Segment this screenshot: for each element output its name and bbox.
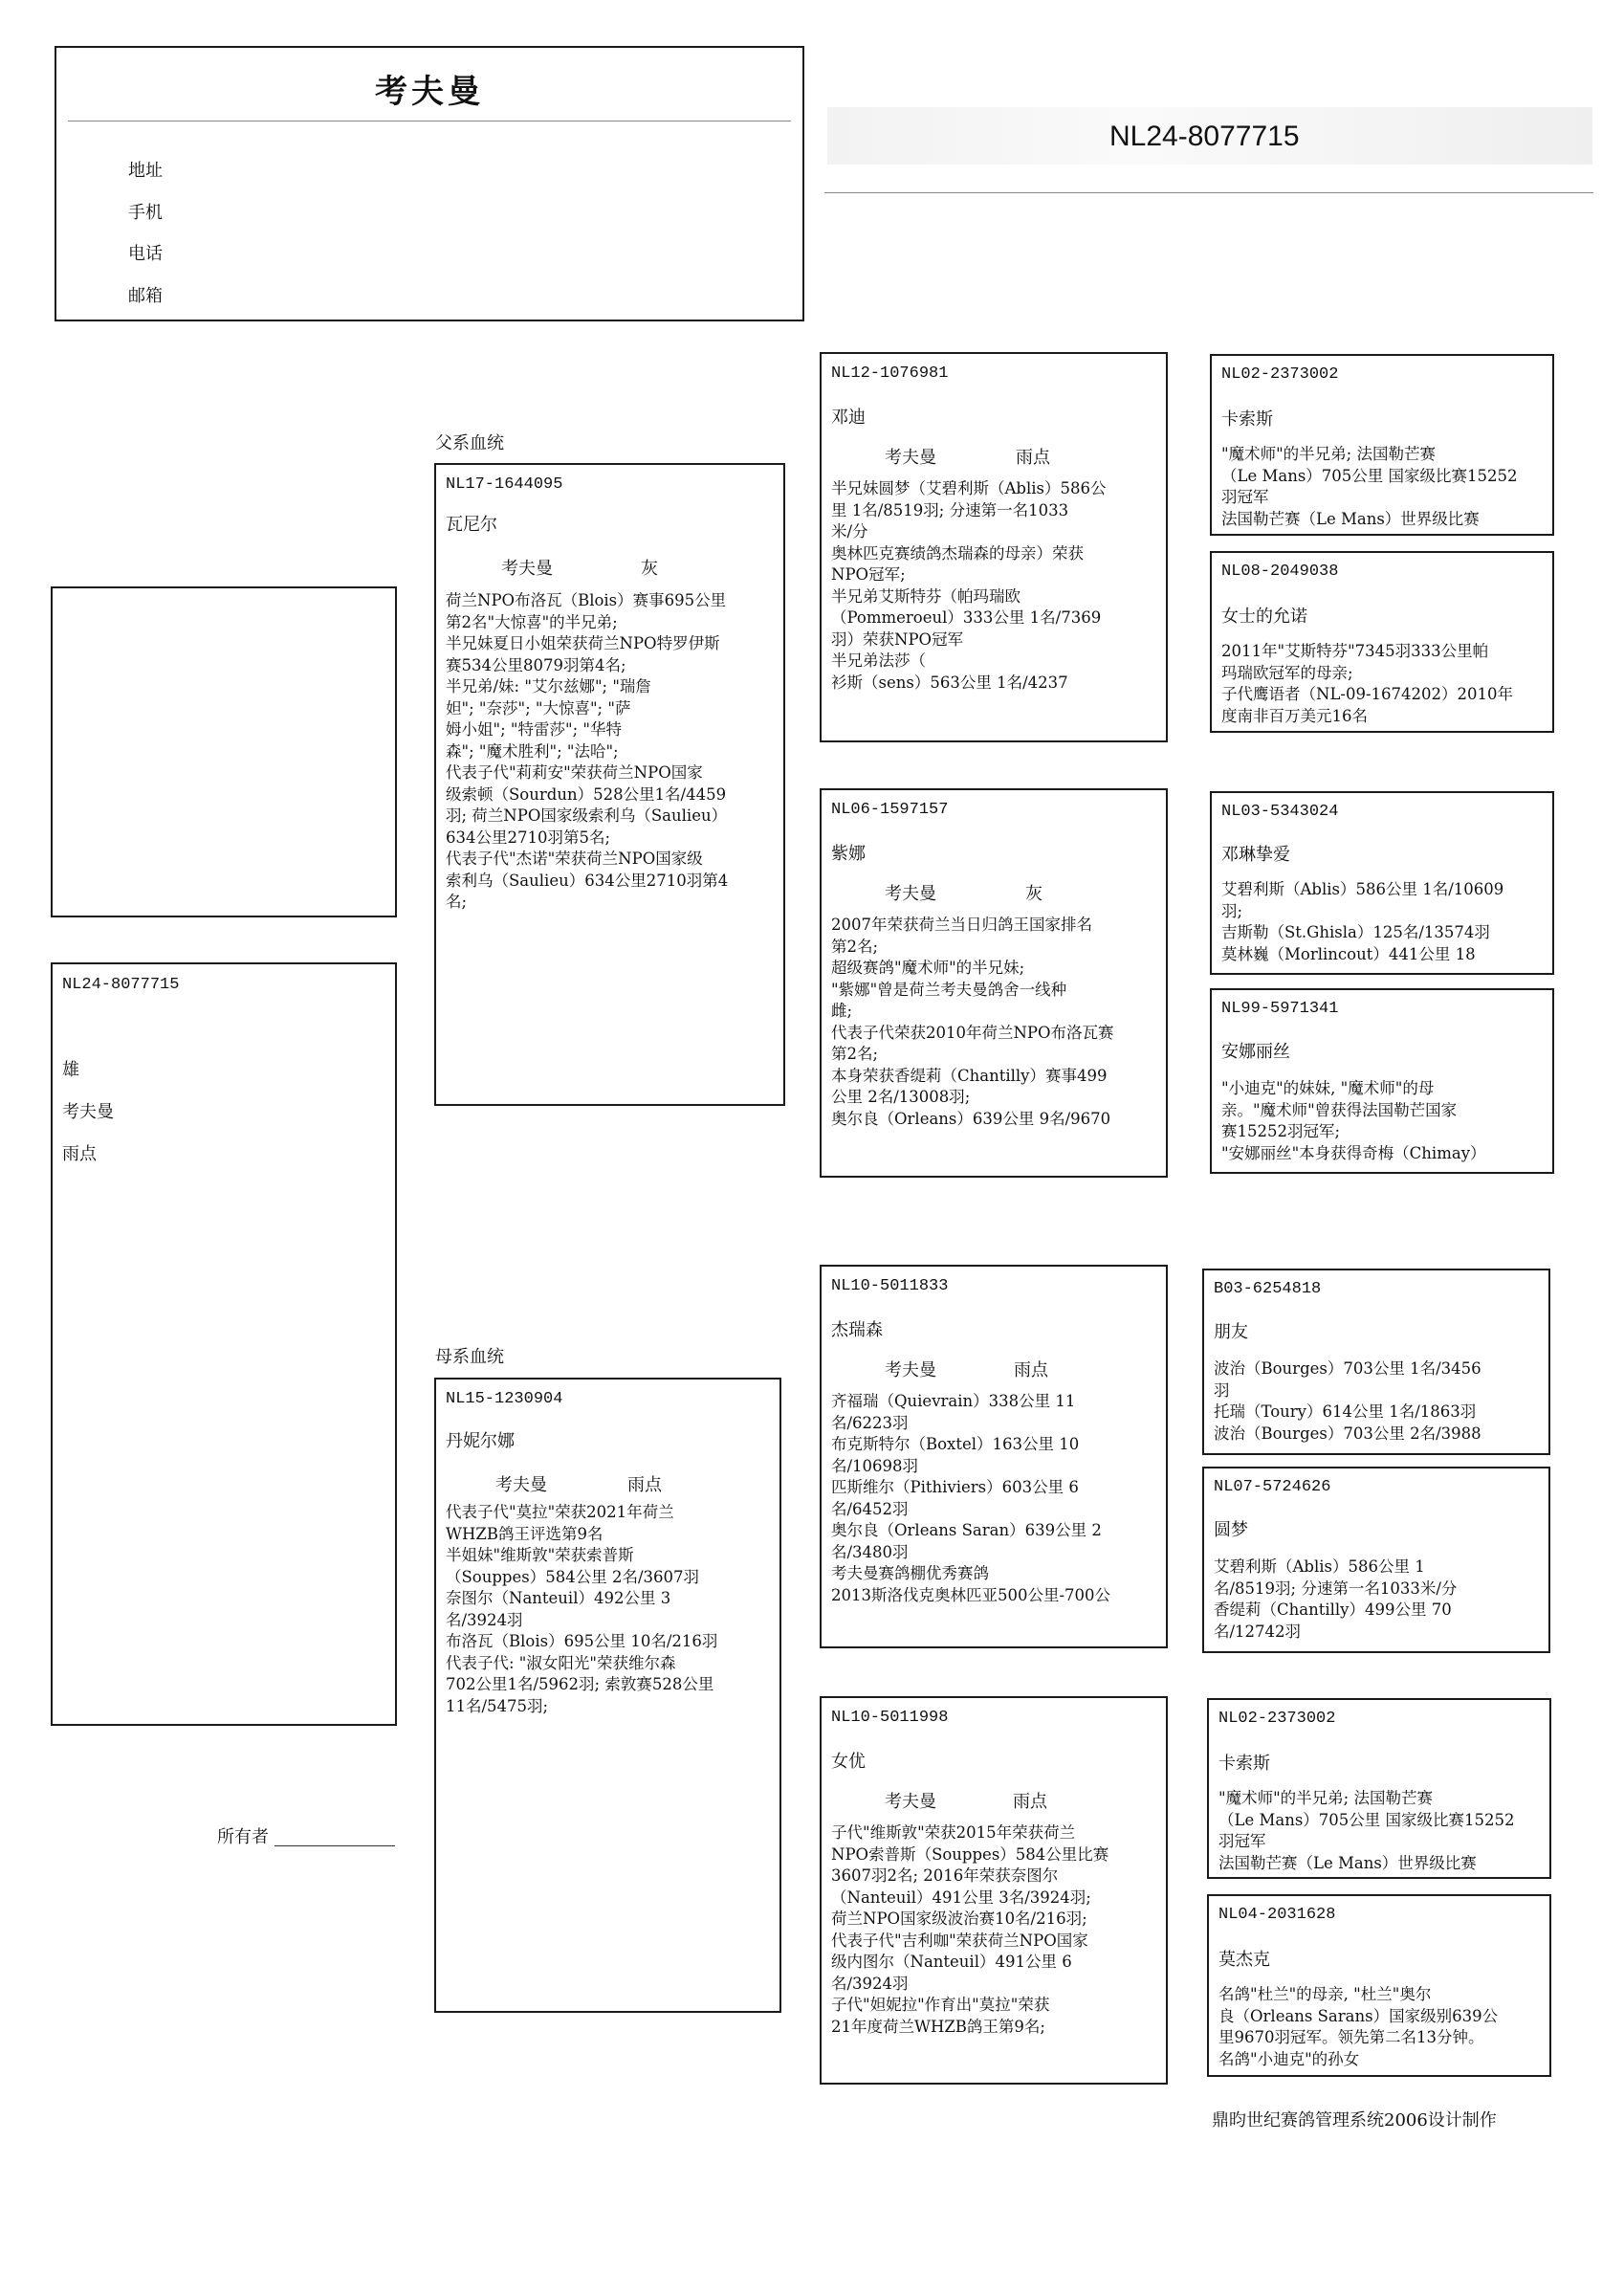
subject-ring: NL24-8077715 — [62, 976, 180, 994]
mobile-label: 手机 — [128, 203, 163, 223]
great-grandparent-description: 名鸽"杜兰"的母亲, "杜兰"奥尔 良（Orleans Sarans）国家级别639公 里9670羽冠军。领先第二名13分钟。 名鸽"小迪克"的孙女 — [1218, 1985, 1499, 2068]
great-grandparent-description: 2011年"艾斯特芬"7345羽333公里帕 玛瑞欧冠军的母亲; 子代鹰语者（NL-09-1674202）2010年 度南非百万美元16名 — [1221, 642, 1514, 725]
grandparent-ring: NL06-1597157 — [831, 801, 949, 819]
grandparent-box-2 — [820, 788, 1168, 1178]
grandparent-ring: NL10-5011833 — [831, 1277, 949, 1295]
great-grandparent-name: 朋友 — [1214, 1322, 1248, 1342]
grandparent-color: 灰 — [1025, 884, 1042, 904]
subject-color: 雨点 — [62, 1144, 97, 1164]
sire-section-label: 父系血统 — [435, 433, 504, 453]
great-grandparent-name: 邓琳挚爱 — [1221, 845, 1290, 865]
great-grandparent-name: 女士的允诺 — [1221, 607, 1307, 627]
sire-description: 荷兰NPO布洛瓦（Blois）赛事695公里 第2名"大惊喜"的半兄弟; 半兄妹夏日小姐荣获荷兰NPO特罗伊斯 赛534公里8079羽第4名; 半兄弟/妹: "艾尔兹娜"; "瑞詹 妲"; "奈莎"; "大惊喜"; "萨 姆小姐"; "特雷莎"; "华特 森"; "魔术胜利"; "法哈"; 代表子代"莉莉安"荣获荷兰NPO国家 级索顿（Sourdun）528公里1名/4459 羽; 荷兰NPO国家级索利乌（Saulieu） 634公里2710羽第5名; 代表子代"杰诺"荣获荷兰NPO国家级 索利乌（Saulieu）634公里2710羽第4 名; — [446, 591, 729, 911]
grandparent-name: 邓迪 — [831, 408, 866, 428]
grandparent-color: 雨点 — [1014, 1360, 1048, 1380]
address-label: 地址 — [128, 161, 163, 181]
ring-underline — [824, 192, 1593, 193]
great-grandparent-name: 卡索斯 — [1218, 1754, 1270, 1774]
great-grandparent-box-2 — [1210, 551, 1554, 733]
owner-label: 所有者 — [217, 1827, 269, 1847]
great-grandparent-name: 安娜丽丝 — [1221, 1042, 1290, 1062]
great-grandparent-ring: B03-6254818 — [1214, 1280, 1322, 1298]
subject-strain: 考夫曼 — [62, 1102, 114, 1122]
great-grandparent-name: 卡索斯 — [1221, 409, 1273, 430]
email-label: 邮箱 — [128, 286, 163, 306]
grandparent-strain: 考夫曼 — [885, 448, 936, 468]
grandparent-box-4 — [820, 1696, 1168, 2085]
grandparent-color: 雨点 — [1016, 448, 1050, 468]
sire-color: 灰 — [641, 559, 658, 579]
great-grandparent-description: "魔术师"的半兄弟; 法国勒芒赛 （Le Mans）705公里 国家级比赛15252 羽冠军 法国勒芒赛（Le Mans）世界级比赛 — [1218, 1789, 1515, 1872]
grandparent-description: 齐福瑞（Quievrain）338公里 11 名/6223羽 布克斯特尔（Boxtel）163公里 10 名/10698羽 匹斯维尔（Pithiviers）603公里 6 名/6452羽 奥尔良（Orleans Saran）639公里 2 名/3480羽 考夫曼赛鸽棚优秀赛鸽 2013斯洛伐克奥林匹亚500公里-700公 — [831, 1392, 1111, 1604]
grandparent-ring: NL10-5011998 — [831, 1709, 949, 1727]
great-grandparent-box-8 — [1207, 1894, 1551, 2077]
great-grandparent-box-6 — [1202, 1467, 1550, 1653]
dam-color: 雨点 — [627, 1475, 662, 1495]
phone-label: 电话 — [128, 244, 163, 264]
great-grandparent-ring: NL04-2031628 — [1218, 1906, 1336, 1924]
great-grandparent-ring: NL99-5971341 — [1221, 1000, 1339, 1018]
grandparent-description: 子代"维斯敦"荣获2015年荣获荷兰 NPO索普斯（Souppes）584公里比赛 3607羽2名; 2016年荣获奈图尔 （Nanteuil）491公里 3名/3924羽; 荷兰NPO国家级波治赛10名/216羽; 代表子代"吉利咖"荣获荷兰NPO国家 级内图尔（Nanteuil）491公里 6 名/3924羽 子代"妲妮拉"作育出"莫拉"荣获 21年度荷兰WHZB鸽王第9名; — [831, 1823, 1109, 2036]
great-grandparent-description: 艾碧利斯（Ablis）586公里 1名/10609 羽; 吉斯勒（St.Ghisla）125名/13574羽 莫林巍（Morlincout）441公里 18 — [1221, 880, 1504, 963]
grandparent-description: 2007年荣获荷兰当日归鸽王国家排名 第2名; 超级赛鸽"魔术师"的半兄妹; "紫娜"曾是荷兰考夫曼鸽舍一线种 雌; 代表子代荣获2010年荷兰NPO布洛瓦赛 第2名; 本身荣获香缇莉（Chantilly）赛事499 公里 2名/13008羽; 奥尔良（Orleans）639公里 9名/9670 — [831, 916, 1114, 1128]
grandparent-strain: 考夫曼 — [885, 1360, 936, 1380]
sire-strain: 考夫曼 — [501, 559, 553, 579]
great-grandparent-ring: NL08-2049038 — [1221, 563, 1339, 581]
grandparent-name: 紫娜 — [831, 844, 866, 864]
subject-sex: 雄 — [62, 1060, 79, 1080]
great-grandparent-name: 莫杰克 — [1218, 1950, 1270, 1970]
great-grandparent-name: 圆梦 — [1214, 1520, 1248, 1540]
dam-description: 代表子代"莫拉"荣获2021年荷兰 WHZB鸽王评选第9名 半姐妹"维斯敦"荣获索普斯 （Souppes）584公里 2名/3607羽 奈图尔（Nanteuil）492公里 3 名/3924羽 布洛瓦（Blois）695公里 10名/216羽 代表子代: "淑女阳光"荣获维尔森 702公里1名/5962羽; 索敦赛528公里 11名/5475羽; — [446, 1503, 718, 1715]
great-grandparent-description: "小迪克"的妹妹, "魔术师"的母 亲。"魔术师"曾获得法国勒芒国家 赛15252羽冠军; "安娜丽丝"本身获得奇梅（Chimay） — [1221, 1079, 1486, 1162]
great-grandparent-box-7 — [1207, 1698, 1551, 1879]
owner-line — [274, 1845, 395, 1846]
dam-box — [434, 1378, 781, 2013]
photo-frame — [51, 586, 397, 917]
grandparent-name: 女优 — [831, 1752, 866, 1772]
dam-ring: NL15-1230904 — [446, 1390, 563, 1408]
grandparent-strain: 考夫曼 — [885, 884, 936, 904]
footer-credit: 鼎昀世纪赛鸽管理系统2006设计制作 — [1212, 2110, 1497, 2130]
grandparent-ring: NL12-1076981 — [831, 364, 949, 383]
great-grandparent-box-3 — [1210, 791, 1554, 975]
grandparent-box-3 — [820, 1265, 1168, 1648]
great-grandparent-ring: NL02-2373002 — [1218, 1710, 1336, 1728]
dam-strain: 考夫曼 — [495, 1475, 547, 1495]
header-ring-number: NL24-8077715 — [1109, 121, 1300, 152]
sire-name: 瓦尼尔 — [446, 515, 497, 535]
dam-name: 丹妮尔娜 — [446, 1431, 515, 1451]
grandparent-description: 半兄妹圆梦（艾碧利斯（Ablis）586公 里 1名/8519羽; 分速第一名1033 米/分 奥林匹克赛绩鸽杰瑞森的母亲）荣获 NPO冠军; 半兄弟艾斯特芬（帕玛瑞欧 （Pommeroeul）333公里 1名/7369 羽）荣获NPO冠军 半兄弟法莎（ 衫斯（sens）563公里 1名/4237 — [831, 479, 1107, 692]
loft-name: 考夫曼 — [375, 73, 484, 111]
great-grandparent-description: 波治（Bourges）703公里 1名/3456 羽 托瑞（Toury）614公里 1名/1863羽 波治（Bourges）703公里 2名/3988 — [1214, 1359, 1481, 1443]
grandparent-name: 杰瑞森 — [831, 1320, 883, 1340]
great-grandparent-ring: NL03-5343024 — [1221, 803, 1339, 821]
great-grandparent-box-1 — [1210, 354, 1554, 536]
subject-box — [51, 962, 397, 1726]
sire-box — [434, 463, 785, 1106]
great-grandparent-description: 艾碧利斯（Ablis）586公里 1 名/8519羽; 分速第一名1033米/分 香缇莉（Chantilly）499公里 70 名/12742羽 — [1214, 1557, 1458, 1641]
great-grandparent-ring: NL02-2373002 — [1221, 365, 1339, 384]
header-box — [55, 46, 804, 321]
dam-section-label: 母系血统 — [435, 1347, 504, 1367]
great-grandparent-ring: NL07-5724626 — [1214, 1478, 1331, 1496]
great-grandparent-box-5 — [1202, 1269, 1550, 1455]
grandparent-strain: 考夫曼 — [885, 1792, 936, 1812]
grandparent-color: 雨点 — [1013, 1792, 1047, 1812]
grandparent-box-1 — [820, 352, 1168, 742]
sire-ring: NL17-1644095 — [446, 475, 563, 494]
great-grandparent-box-4 — [1210, 988, 1554, 1174]
great-grandparent-description: "魔术师"的半兄弟; 法国勒芒赛 （Le Mans）705公里 国家级比赛15252 羽冠军 法国勒芒赛（Le Mans）世界级比赛 — [1221, 445, 1518, 528]
